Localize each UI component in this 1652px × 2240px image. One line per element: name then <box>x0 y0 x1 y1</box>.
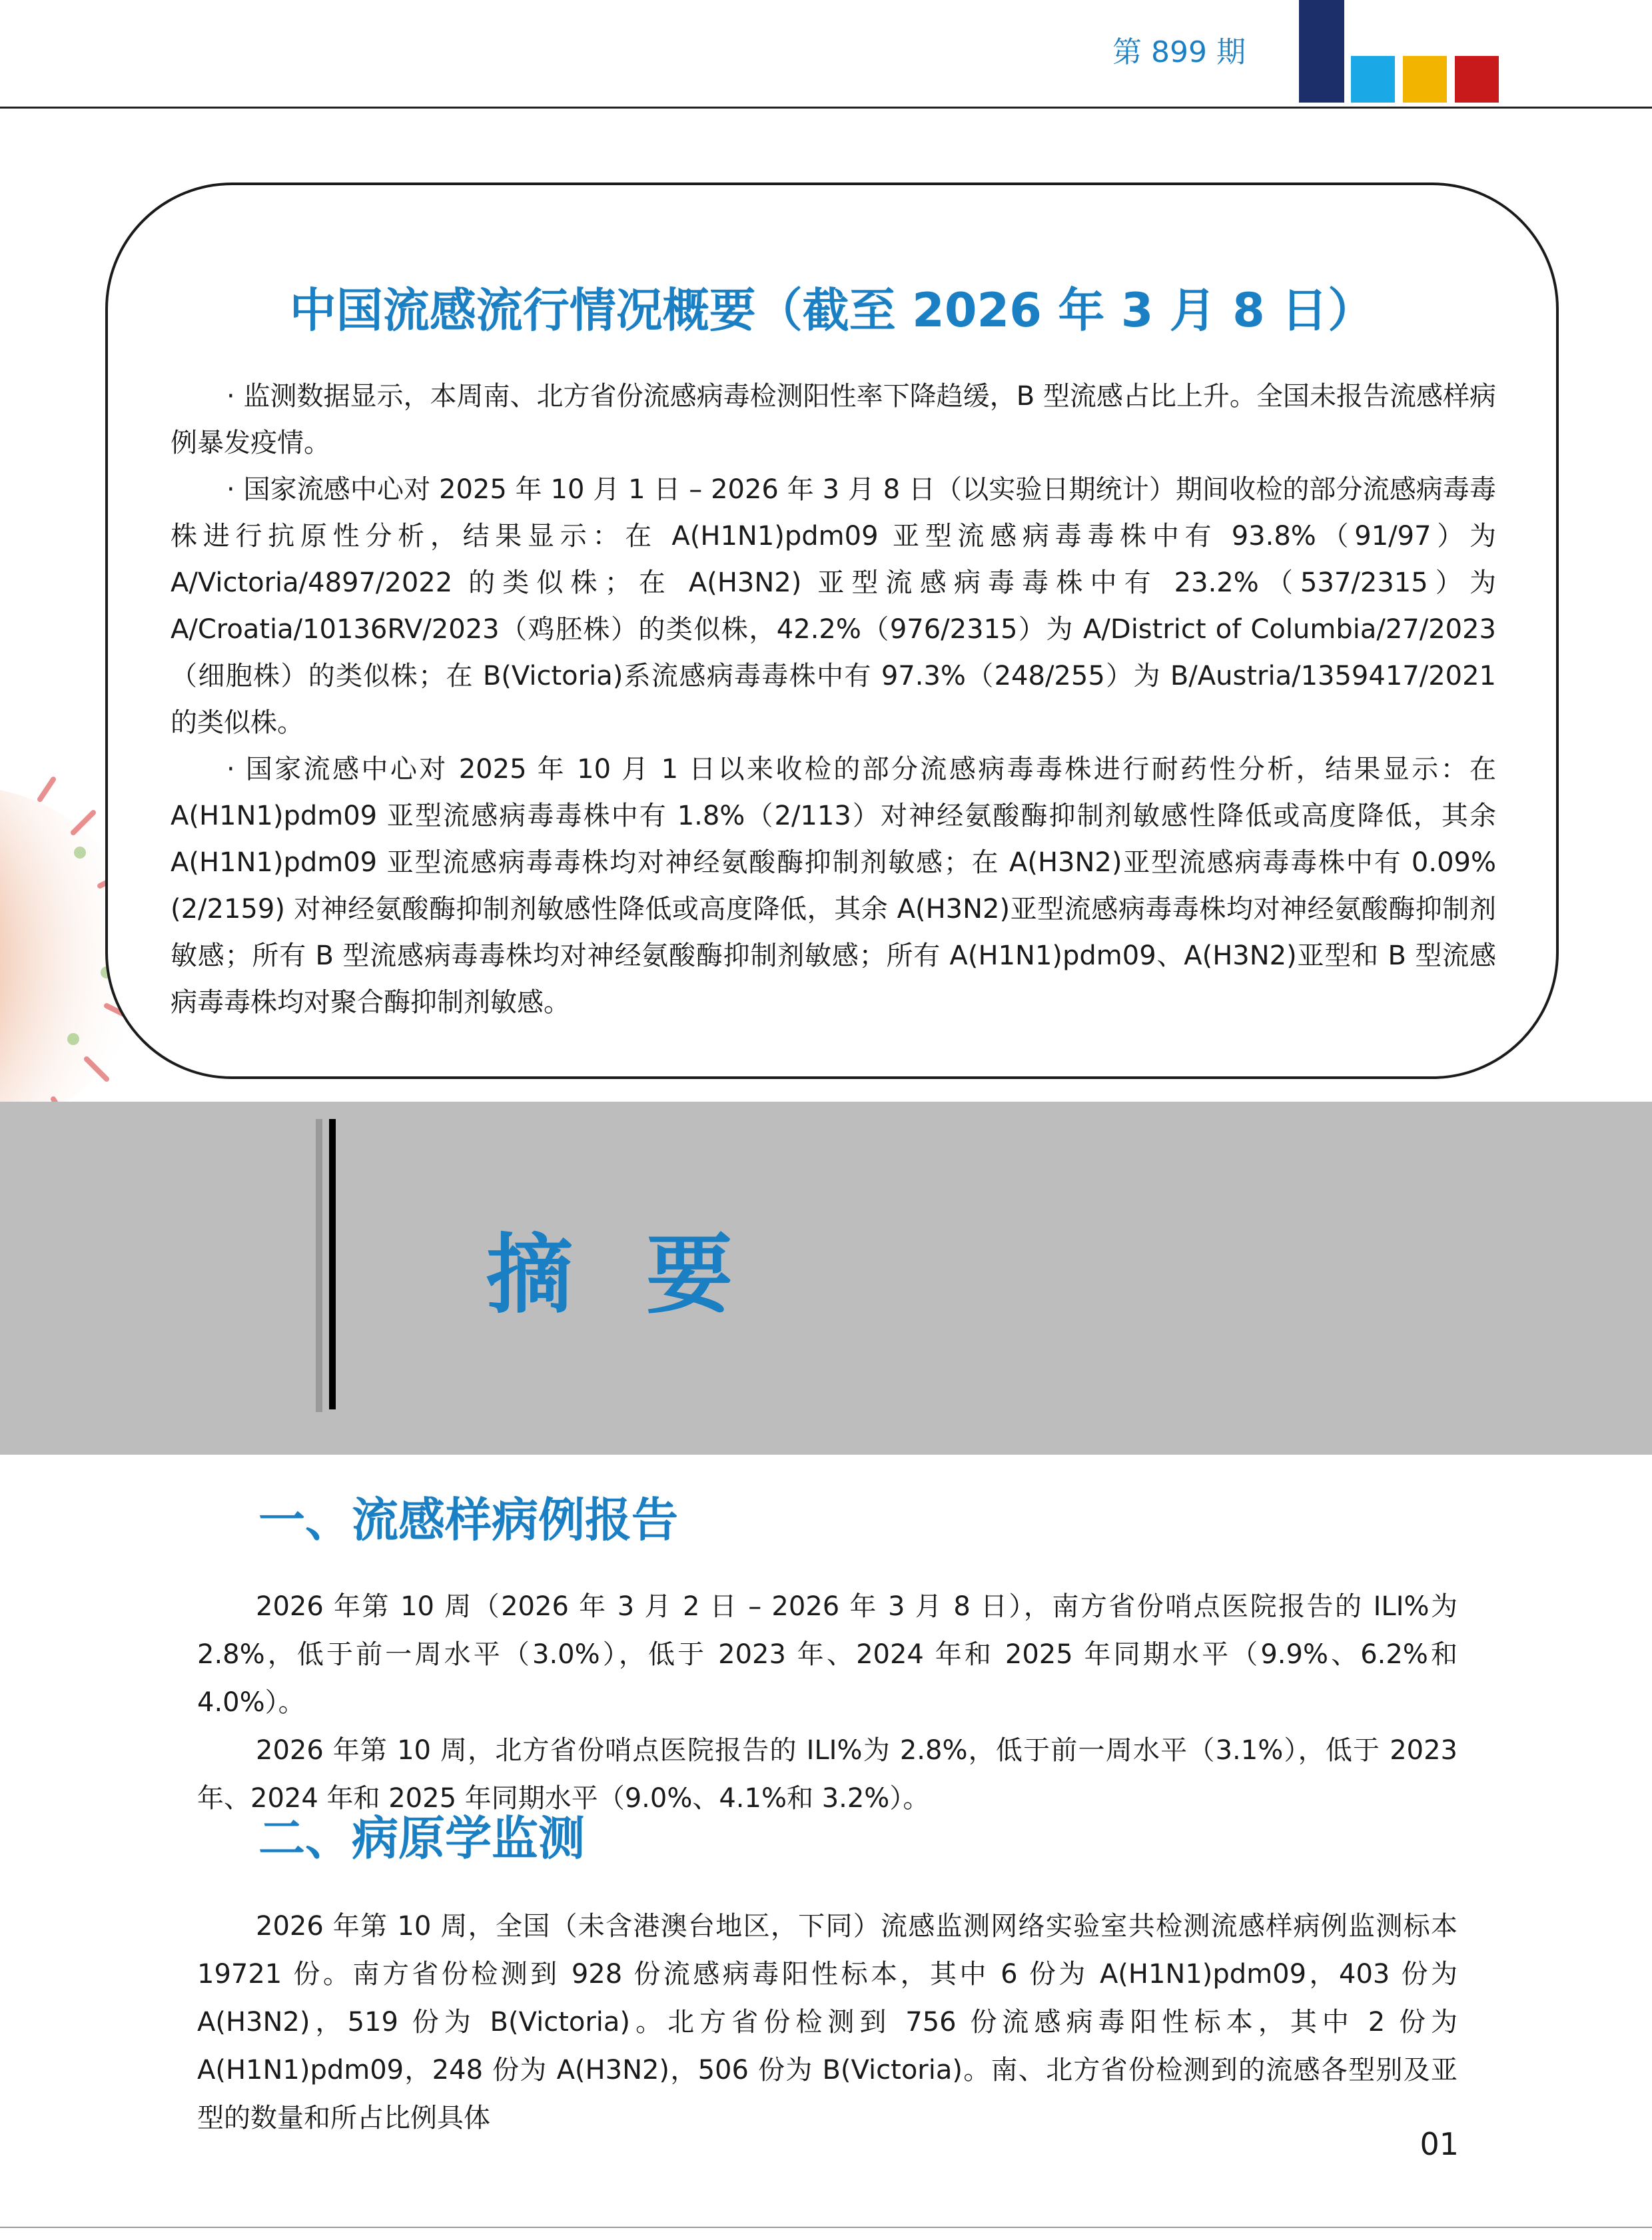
banner-black-bar <box>329 1119 336 1409</box>
summary-paragraph: · 国家流感中心对 2025 年 10 月 1 日 – 2026 年 3 月 8 日（以实验日期统计）期间收检的部分流感病毒毒株进行抗原性分析，结果显示：在 A(H1N1)pdm09 亚型流感病毒毒株中有 93.8%（91/97）为 A/Victoria/4897/2022 的类似株；在 A(H3N2) 亚型流感病毒毒株中有 23.2%（537/2315）为 A/Croatia/10136RV/2023（鸡胚株）的类似株，42.2%（976/2315）为 A/District of Columbia/27/2023（细胞株）的类似株；在 B(Victoria)系流感病毒毒株中有 97.3%（248/255）为 B/Austria/1359417/2021 的类似株。 <box>171 474 1496 738</box>
page-number: 01 <box>1420 2126 1459 2162</box>
header-decor-blue-block <box>1351 56 1395 103</box>
banner-gray-bar <box>316 1119 322 1412</box>
section-body <box>197 1583 1457 1822</box>
issue-number: 第 899 期 <box>1112 35 1246 69</box>
section-body <box>197 1902 1457 2142</box>
abstract-title: 摘要 <box>486 1224 807 1325</box>
section-paragraph: 2026 年第 10 周（2026 年 3 月 2 日 – 2026 年 3 月 8 日），南方省份哨点医院报告的 ILI%为 2.8%，低于前一周水平（3.0%），低于 2023 年、2024 年和 2025 年同期水平（9.9%、6.2%和 4.0%）。 <box>197 1591 1457 1718</box>
section-paragraph: 2026 年第 10 周，北方省份哨点医院报告的 ILI%为 2.8%，低于前一周水平（3.1%），低于 2023 年、2024 年和 2025 年同期水平（9.0%、4.1%和 3.2%）。 <box>197 1735 1457 1814</box>
abstract-banner <box>0 1102 1652 1455</box>
header-decor-navy-block <box>1299 0 1344 103</box>
header-decor-yellow-block <box>1403 56 1447 103</box>
section-paragraph: 2026 年第 10 周，全国（未含港澳台地区，下同）流感监测网络实验室共检测流感样病例监测标本 19721 份。南方省份检测到 928 份流感病毒阳性标本，其中 6 份为 A(H1N1)pdm09，403 份为 A(H3N2)，519 份为 B(Victoria)。北方省份检测到 756 份流感病毒阳性标本，其中 2 份为 A(H1N1)pdm09，248 份为 A(H3N2)，506 份为 B(Victoria)。南、北方省份检测到的流感各型别及亚型的数量和所占比例具体 <box>197 1911 1457 2133</box>
section-heading: 二、病原学监测 <box>258 1811 585 1866</box>
summary-paragraph: · 国家流感中心对 2025 年 10 月 1 日以来收检的部分流感病毒毒株进行耐药性分析，结果显示：在 A(H1N1)pdm09 亚型流感病毒毒株中有 1.8%（2/113）对神经氨酸酶抑制剂敏感性降低或高度降低，其余 A(H1N1)pdm09 亚型流感病毒毒株均对神经氨酸酶抑制剂敏感；在 A(H3N2)亚型流感病毒毒株中有 0.09%(2/2159) 对神经氨酸酶抑制剂敏感性降低或高度降低，其余 A(H3N2)亚型流感病毒毒株均对神经氨酸酶抑制剂敏感；所有 B 型流感病毒毒株均对神经氨酸酶抑制剂敏感；所有 A(H1N1)pdm09、A(H3N2)亚型和 B 型流感病毒毒株均对聚合酶抑制剂敏感。 <box>171 754 1496 1018</box>
header-divider <box>0 107 1652 109</box>
header-decor-red-block <box>1455 56 1499 103</box>
footer-divider <box>0 2227 1652 2228</box>
summary-title: 中国流感流行情况概要（截至 2026 年 3 月 8 日） <box>289 283 1375 338</box>
summary-body <box>171 373 1496 1026</box>
summary-paragraph: · 监测数据显示，本周南、北方省份流感病毒检测阳性率下降趋缓，B 型流感占比上升。全国未报告流感样病例暴发疫情。 <box>171 381 1496 458</box>
section-heading: 一、流感样病例报告 <box>258 1493 678 1547</box>
